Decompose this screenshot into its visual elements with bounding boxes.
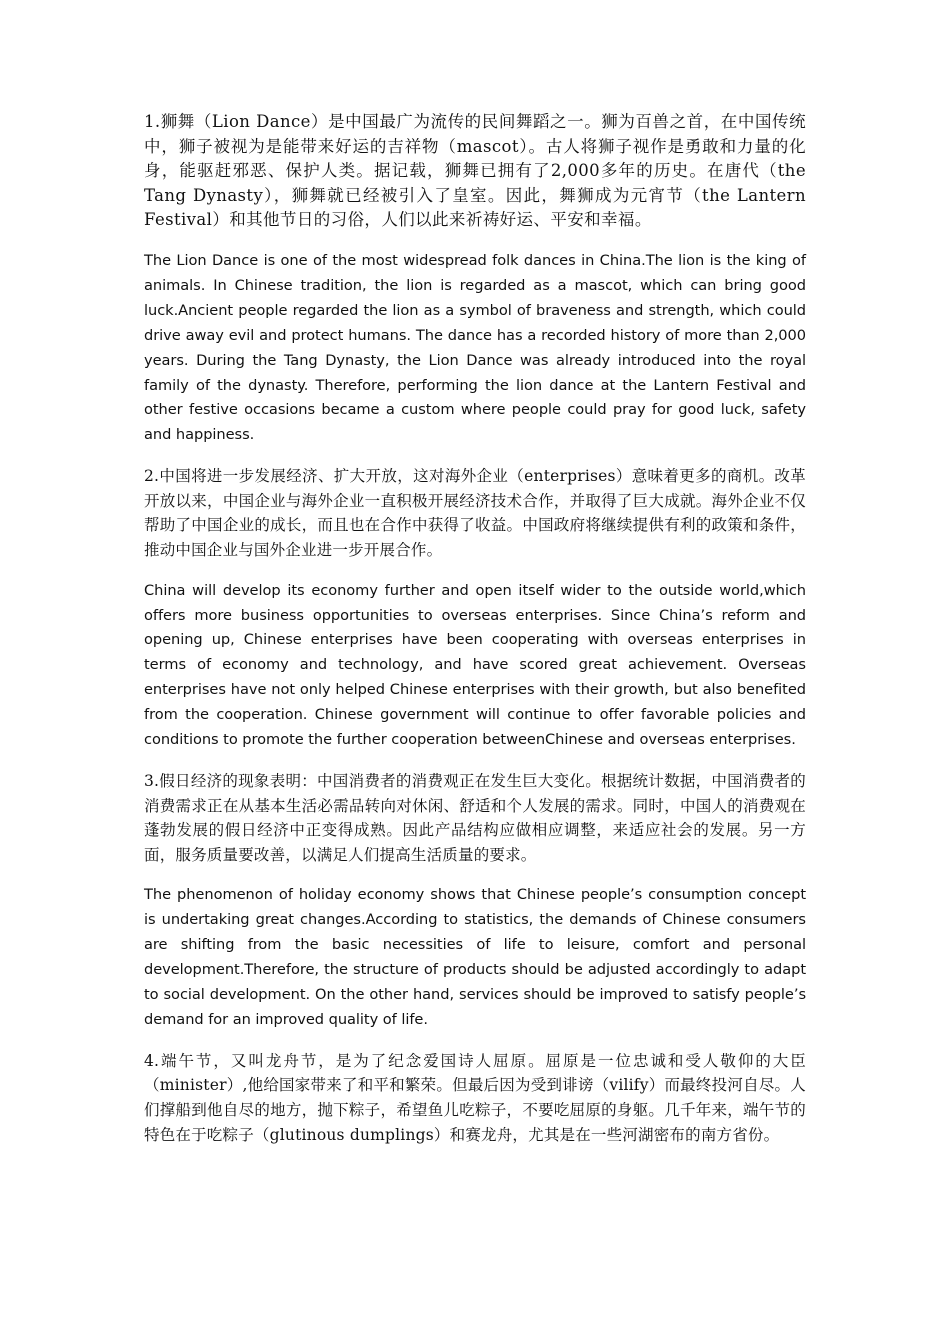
passage-3-chinese: 3.假日经济的现象表明：中国消费者的消费观正在发生巨大变化。根据统计数据，中国消费者的消费需求正在从基本生活必需品转向对休闲、舒适和个人发展的需求。同时，中国人的消费观在蓬勃发展的假日经济中正变得成熟。因此产品结构应做相应调整，来适应社会的发展。另一方面，服务质量要改善，以满足人们提高生活质量的要求。: [144, 771, 806, 864]
passage-3-english: The phenomenon of holiday economy shows that Chinese people’s consumption concept is undertaking great changes.According to statistics, the demands of Chinese consumers are shifting from the basic necessities of life to leisure, comfort and personal development.Therefore, the structure of products should be adjusted accordingly to adapt to social development. On the other hand, services should be improved to satisfy people’s demand for an improved quality of life.: [144, 886, 806, 1028]
document-page: [144, 110, 806, 1163]
passage-1-chinese: 1.狮舞（Lion Dance）是中国最广为流传的民间舞蹈之一。狮为百兽之首，在中国传统中，狮子被视为是能带来好运的吉祥物（mascot）。古人将狮子视作是勇敢和力量的化身，能驱赶邪恶、保护人类。据记载，狮舞已拥有了2,000多年的历史。在唐代（the Tang Dynasty），狮舞就已经被引入了皇室。因此，舞狮成为元宵节（the Lantern Festival）和其他节日的习俗，人们以此来祈祷好运、平安和幸福。: [144, 112, 806, 230]
passage-4-chinese: 4.端午节，又叫龙舟节，是为了纪念爱国诗人屈原。屈原是一位忠诚和受人敬仰的大臣（minister）,他给国家带来了和平和繁荣。但最后因为受到诽谤（vilify）而最终投河自尽。人们撑船到他自尽的地方，抛下粽子，希望鱼儿吃粽子，不要吃屈原的身躯。几千年来，端午节的特色在于吃粽子（glutinous dumplings）和赛龙舟，尤其是在一些河湖密布的南方省份。: [144, 1051, 806, 1144]
passage-2-english: China will develop its economy further and open itself wider to the outside world,which offers more business opportunities to overseas enterprises. Since China’s reform and opening up, Chinese enterprises have been cooperating with overseas enterprises in terms of economy and technology, and have scored great achievement. Overseas enterprises have not only helped Chinese enterprises with their growth, but also benefited from the cooperation. Chinese government will continue to offer favorable policies and conditions to promote the further cooperation betweenChinese and overseas enterprises.: [144, 581, 806, 749]
passage-2-chinese: 2.中国将进一步发展经济、扩大开放，这对海外企业（enterprises）意味着更多的商机。改革开放以来，中国企业与海外企业一直积极开展经济技术合作，并取得了巨大成就。海外企业不仅帮助了中国企业的成长，而且也在合作中获得了收益。中国政府将继续提供有利的政策和条件，推动中国企业与国外企业进一步开展合作。: [144, 467, 806, 559]
passage-1-english: The Lion Dance is one of the most widespread folk dances in China.The lion is the king of animals. In Chinese tradition, the lion is regarded as a mascot, which can bring good luck.Ancient people regarded the lion as a symbol of braveness and strength, which could drive away evil and protect humans. The dance has a recorded history of more than 2,000 years. During the Tang Dynasty, the Lion Dance was already introduced into the royal family of the dynasty. Therefore, performing the lion dance at the Lantern Festival and other festive occasions became a custom where people could pray for good luck, safety and happiness.: [144, 251, 806, 444]
